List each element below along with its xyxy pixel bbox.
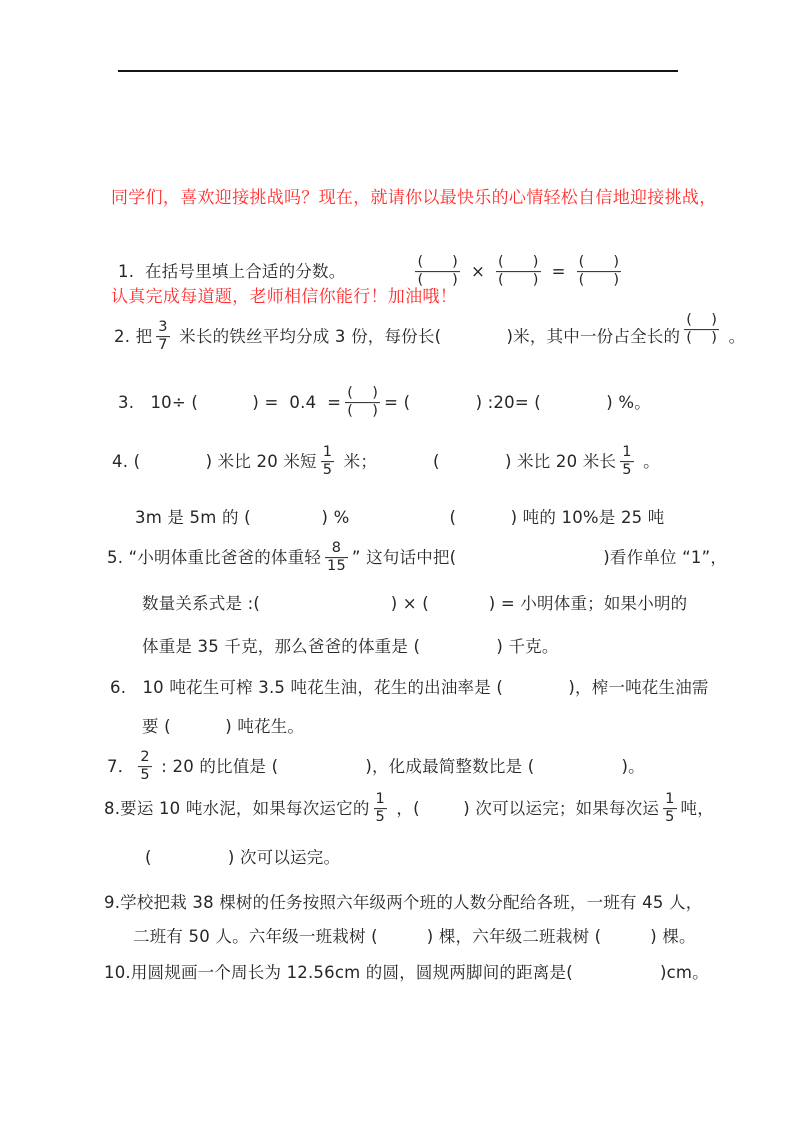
fraction-denominator: 15: [327, 558, 346, 575]
fraction-numerator: 1: [622, 444, 632, 461]
fraction-denominator: ( ): [578, 272, 620, 289]
spacer: [350, 518, 450, 519]
question-8-line-2: [145, 847, 340, 869]
question-2-text: 米长的铁丝平均分成 3 份，每份长( )米，其中一份占全长的: [173, 327, 681, 346]
question-6-text: 6. 10 吨花生可榨 3.5 吨花生油，花生的出油率是 ( )，榨一吨花生油需: [110, 678, 709, 697]
question-8-text: 吨，: [680, 799, 714, 818]
top-divider: [118, 70, 678, 72]
fraction-denominator: ( ): [498, 272, 539, 289]
fraction-8-15: [325, 540, 348, 576]
fraction-blank: [496, 254, 541, 290]
fraction-blank: [577, 254, 622, 290]
fraction-numerator: ( ): [498, 254, 539, 271]
fraction-numerator: 8: [331, 540, 342, 557]
question-2-text: 2. 把: [114, 327, 153, 346]
question-3: [118, 385, 651, 421]
fraction-numerator: ( ): [347, 385, 379, 402]
question-9-text: 二班有 50 人。六年级一班栽树 ( ) 棵，六年级二班栽树 ( ) 棵。: [133, 927, 696, 946]
question-5-text: 数量关系式是 :( ) × ( ) = 小明体重；如果小明的: [142, 594, 688, 613]
question-4-subline-right: ( ) 吨的 10%是 25 吨: [449, 508, 665, 527]
fraction-1-5: [374, 791, 387, 827]
question-10: [104, 962, 709, 984]
question-4-subline: [135, 507, 665, 529]
fraction-numerator: 1: [375, 791, 385, 808]
fraction-1-5: [321, 444, 334, 480]
question-5-line-3: [142, 636, 559, 658]
fraction-numerator: 1: [322, 444, 333, 461]
question-4-text: 米；: [338, 452, 378, 471]
fraction-denominator: 5: [375, 809, 385, 826]
fraction-denominator: 5: [622, 462, 632, 479]
intro-line-2: 认真完成每道题，老师相信你能行！加油哦！: [111, 287, 457, 307]
question-6-line-2: [142, 716, 304, 738]
fraction-denominator: 7: [158, 337, 168, 354]
fraction-numerator: ( ): [686, 312, 718, 329]
question-4-text: ( ) 米比 20 米长: [433, 452, 617, 471]
fraction-blank: [345, 385, 380, 421]
question-8-text: 8.要运 10 吨水泥，如果每次运它的: [104, 799, 370, 818]
fraction-1-5: [663, 791, 676, 827]
question-6: [110, 677, 709, 699]
fraction-numerator: 1: [665, 791, 675, 808]
question-3-text: = ( ) :20= ( ) %。: [384, 393, 651, 412]
question-1-text: 1. 在括号里填上合适的分数。: [118, 262, 346, 281]
fraction-numerator: 2: [140, 749, 150, 766]
fraction-blank: [684, 312, 719, 348]
question-9: [104, 892, 702, 914]
fraction-denominator: ( ): [347, 403, 379, 420]
fraction-blank: [415, 254, 460, 290]
question-4-text: 4. ( ) 米比 20 米短: [112, 452, 317, 471]
multiply-sign: ×: [471, 262, 486, 281]
question-10-text: 10.用圆规画一个周长为 12.56cm 的圆，圆规两脚间的距离是( )cm。: [104, 963, 709, 982]
question-5-text: ” 这句话中把( )看作单位 “1”，: [351, 548, 728, 567]
question-2: [114, 312, 746, 355]
fraction-denominator: 5: [665, 809, 675, 826]
fraction-numerator: 3: [158, 319, 168, 336]
question-2-text: 。: [723, 327, 746, 346]
fraction-1-5: [620, 444, 633, 480]
question-8: [104, 791, 714, 827]
question-9-line-2: [133, 926, 696, 948]
question-4-text: 。: [637, 452, 660, 471]
question-8-text: ，( ) 次可以运完；如果每次运: [390, 799, 660, 818]
fraction-numerator: ( ): [417, 254, 459, 271]
equals-sign: =: [551, 262, 566, 281]
spacer: [377, 462, 433, 463]
fraction-2-5: [138, 749, 151, 785]
question-4: [112, 444, 660, 480]
question-1: [118, 254, 625, 290]
question-5-text: 5. “小明体重比爸爸的体重轻: [107, 548, 322, 567]
fraction-denominator: 5: [322, 462, 333, 479]
fraction-denominator: 5: [140, 767, 150, 784]
question-7-number: 7．: [107, 757, 135, 776]
question-6-text: 要 ( ) 吨花生。: [142, 717, 305, 736]
question-3-text: 3. 10÷ ( ) = 0.4 =: [118, 393, 342, 412]
question-7: [107, 749, 645, 785]
question-9-text: 9.学校把栽 38 棵树的任务按照六年级两个班的人数分配给各班，一班有 45 人，: [104, 893, 703, 912]
question-5-line-2: [142, 593, 687, 615]
question-5-text: 体重是 35 千克，那么爸爸的体重是 ( ) 千克。: [142, 637, 559, 656]
intro-line-1: 同学们，喜欢迎接挑战吗？现在，就请你以最快乐的心情轻松自信地迎接挑战，: [111, 188, 717, 208]
fraction-denominator: ( ): [686, 330, 718, 347]
question-8-text: ( ) 次可以运完。: [145, 848, 341, 867]
question-7-text: : 20 的比值是 ( )，化成最简整数比是 ( )。: [155, 757, 645, 776]
fraction-numerator: ( ): [578, 254, 620, 271]
fraction-3-7: [156, 319, 169, 355]
spacer: [345, 272, 411, 273]
question-4-subline-left: 3m 是 5m 的 ( ) %: [135, 508, 350, 527]
question-5: [107, 540, 727, 576]
fraction-denominator: ( ): [417, 272, 459, 289]
